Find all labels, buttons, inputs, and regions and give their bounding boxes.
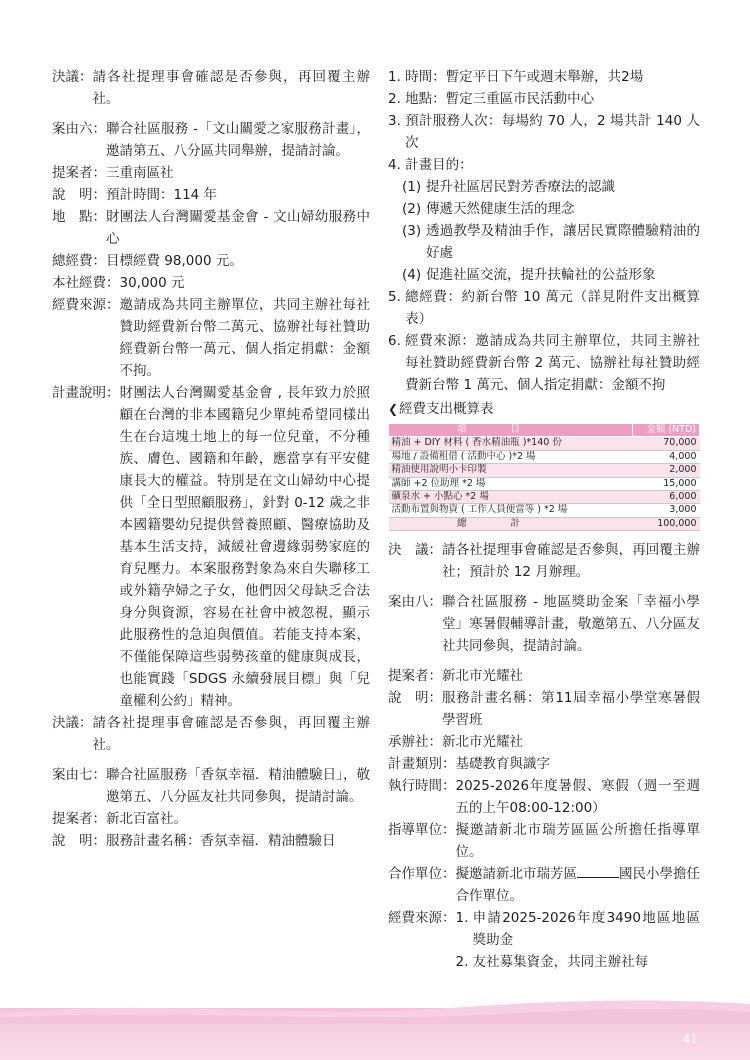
explain-8: 說 明： 服務計畫名稱：第11屆幸福小學堂寒暑假學習班: [388, 690, 700, 729]
plan-item: 2. 地點：暫定三重區市民活動中心: [388, 91, 595, 107]
execution-time-8: 執行時間： 2025-2026年度暑假、寒假（週一至週五的上午08:00-12:00）: [388, 778, 700, 817]
plan-item: 4. 計畫目的：: [388, 157, 473, 173]
club-budget-6: 本社經費： 30,000 元: [52, 275, 185, 291]
explain-6: 說 明： 預計時間：114 年: [52, 187, 218, 203]
right-column: [388, 66, 700, 973]
table-row: 活動布置與物資 ( 工作人員便當等 ) *2 場 3,000: [389, 504, 700, 517]
place-6: 地 點： 財團法人台灣關愛基金會 - 文山婦幼服務中心: [52, 209, 370, 247]
cooperation-unit-8: 合作單位： 擬邀請新北市瑞芳區 國民小學擔任合作單位。: [388, 863, 700, 907]
funding-item: 2. 友社募集資金，共同主辦社每: [455, 954, 649, 971]
plan-items-2: [388, 286, 700, 396]
table-row: 精油 + DIY 材料 ( 香水精油瓶 )*140 份 70,000: [389, 437, 700, 450]
column-header-amount: 金額 (NTD): [633, 424, 700, 437]
table-total-row: 總計 100,000: [389, 517, 700, 530]
footer-wave: [0, 994, 750, 1024]
budget-table-title: ❮ 經費支出概算表: [388, 398, 700, 420]
column-header-item: 項目: [389, 424, 633, 437]
blank-line: [577, 863, 619, 878]
plan-item: 3. 預計服務人次：每場約 70 人，2 場共計 140 人次: [388, 113, 700, 151]
footer-band: [0, 1008, 750, 1060]
table-row: 精油使用說明小卡印製 2,000: [389, 464, 700, 477]
case-8: 案由八： 聯合社區服務 - 地區獎助金案「幸福小學堂」寒暑假輔導計畫，敬邀第五、八分區友社共同參與，提請討論。: [388, 594, 700, 655]
resolution-1: 決議： 請各社提理事會確認是否參與，再回覆主辦社。: [52, 69, 370, 107]
resolution-3: 決 議： 請各社提理事會確認是否參與，再回覆主辦社；預計於 12 月辦理。: [388, 542, 700, 581]
proposer-6: 提案者： 三重南區社: [52, 165, 174, 181]
funding-source-8: 經費來源： 1. 申請2025-2026年度3490地區地區獎助金 2. 友社募集資金，共同主辦社每: [388, 907, 700, 973]
page-number: 41: [682, 1032, 698, 1046]
case-6: 案由六： 聯合社區服務 -「文山關愛之家服務計畫」，邀請第五、八分區共同舉辦，提請討論。: [52, 121, 370, 159]
plan-description-6: 計畫說明： 財團法人台灣關愛基金會 , 長年致力於照顧在台灣的非本國籍兒少單純希望同樣出生在台這塊土地上的每一位兒童，不分種族、膚色、國籍和年齡，應當享有平安健康長大的權益。特別是在文山婦幼中心提供「全日型照顧服務」，針對 0-12 歲之非本國籍嬰幼兒提供營養照顧、醫療協助及基本生活支持，減緩社會邊緣弱勢家庭的育兒壓力。本案服務對象為來自失聯移工或外籍孕婦之子女，他們因父母缺乏合法身分與資源，容易在社會中被忽視，顯示此服務性的急迫與價值。若能支持本案，不僅能保障這些弱勢孩童的健康與成長，也能實踐「SDGS 永續發展目標」與「兒童權利公約」精神。: [52, 385, 370, 709]
funding-item: 1. 申請2025-2026年度3490地區地區獎助金: [455, 910, 700, 949]
goal-item: (4) 促進社區交流，提升扶輪社的公益形象: [402, 267, 656, 283]
table-row: 礦泉水 + 小點心 *2 場 6,000: [389, 491, 700, 504]
plan-items: [388, 66, 700, 176]
goal-item: (2) 傳遞天然健康生活的理念: [402, 201, 575, 217]
plan-goals: [388, 176, 700, 286]
left-column: [52, 66, 370, 852]
category-8: 計畫類別： 基礎教育與識字: [388, 756, 550, 773]
goal-item: (1) 提升社區居民對芳香療法的認識: [402, 179, 615, 195]
goal-item: (3) 透過教學及精油手作，讓居民實際體驗精油的好處: [402, 223, 700, 261]
funding-source-6: 經費來源： 邀請成為共同主辦單位，共同主辦社每社贊助經費新台幣二萬元、協辦社每社贊助經費新台幣一萬元、個人指定捐獻：金額不拘。: [52, 297, 370, 379]
plan-item: 1. 時間：暫定平日下午或週末舉辦，共2場: [388, 69, 644, 85]
guidance-unit-8: 指導單位： 擬邀請新北市瑞芳區區公所擔任指導單位。: [388, 822, 700, 861]
case-7: 案由七： 聯合社區服務「香氛幸福．精油體驗日」，敬邀第五、八分區友社共同參與，提請討論。: [52, 767, 370, 805]
table-row: 場地 / 設備租借 ( 活動中心 )*2 場 4,000: [389, 450, 700, 463]
table-header-row: [389, 424, 700, 437]
total-budget-6: 總經費： 目標經費 98,000 元。: [52, 253, 243, 269]
resolution-2: 決議： 請各社提理事會確認是否參與，再回覆主辦社。: [52, 715, 370, 753]
undertaker-8: 承辦社： 新北市光耀社: [388, 734, 523, 751]
plan-item: 5. 總經費：約新台幣 10 萬元（詳見附件支出概算表）: [388, 289, 700, 327]
table-row: 講師 +2 位助理 *2 場 15,000: [389, 477, 700, 490]
proposer-7: 提案者： 新北百富社。: [52, 811, 187, 827]
plan-item: 6. 經費來源：邀請成為共同主辦單位，共同主辦社每社贊助經費新台幣 2 萬元、協辦社每社贊助經費新台幣 1 萬元、個人指定捐獻：金額不拘: [388, 333, 700, 393]
budget-table: [388, 423, 700, 531]
proposer-8: 提案者： 新北市光耀社: [388, 668, 523, 685]
explain-7: 說 明： 服務計畫名稱：香氛幸福．精油體驗日: [52, 833, 336, 849]
arrow-left-icon: ❮: [388, 402, 399, 416]
